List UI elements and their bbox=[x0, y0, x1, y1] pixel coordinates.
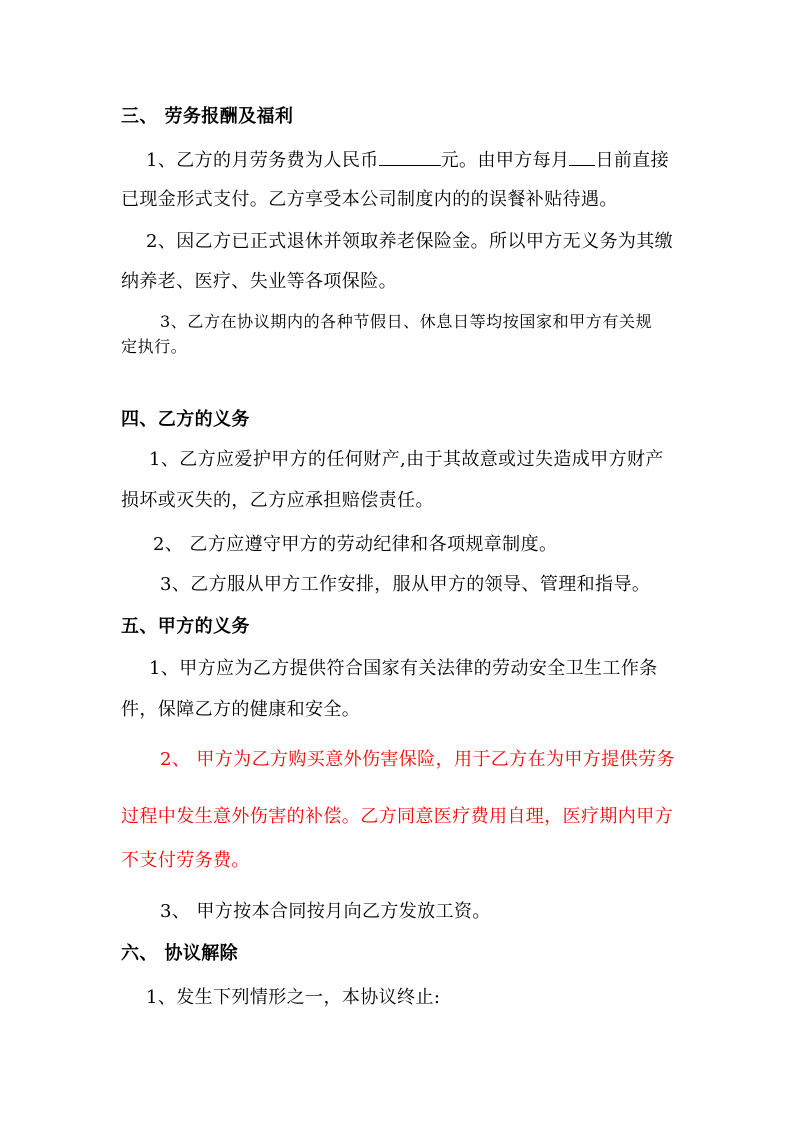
section-5-item-1-line-2: 件，保障乙方的健康和安全。 bbox=[121, 699, 361, 720]
section-6-item-1: 1、发生下列情形之一，本协议终止: bbox=[146, 987, 441, 1008]
section-3-item-2-line-2: 纳养老、医疗、失业等各项保险。 bbox=[121, 271, 397, 292]
amount-blank bbox=[379, 147, 441, 166]
section-3-item-3-line-2: 定执行。 bbox=[121, 337, 188, 356]
item-1-text-a: 1、乙方的月劳务费为人民币 bbox=[146, 150, 379, 171]
item-1-text-c: 日前直接 bbox=[595, 150, 670, 171]
section-6-heading: 六、 协议解除 bbox=[121, 943, 239, 964]
item-1-text-b: 元。由甲方每月 bbox=[440, 150, 570, 171]
section-3-heading: 三、 劳务报酬及福利 bbox=[121, 106, 294, 127]
section-5-item-2-line-2: 过程中发生意外伤害的补偿。乙方同意医疗费用自理，医疗期内甲方 bbox=[121, 806, 673, 827]
section-3-item-1-line-2: 已现金形式支付。乙方享受本公司制度内的的误餐补贴待遇。 bbox=[121, 189, 618, 210]
section-3-item-2-line-1: 2、因乙方已正式退休并领取养老保险金。所以甲方无义务为其缴 bbox=[146, 231, 674, 252]
section-4-item-1-line-1: 1、乙方应爱护甲方的任何财产,由于其故意或过失造成甲方财产 bbox=[149, 449, 664, 470]
section-4-item-2: 2、 乙方应遵守甲方的劳动纪律和各项规章制度。 bbox=[153, 534, 558, 555]
section-4-heading: 四、乙方的义务 bbox=[121, 409, 250, 430]
section-5-heading: 五、甲方的义务 bbox=[121, 616, 250, 637]
section-5-item-3: 3、 甲方按本合同按月向乙方发放工资。 bbox=[160, 901, 491, 922]
section-5-item-2-line-3: 不支付劳务费。 bbox=[121, 850, 250, 871]
day-blank bbox=[569, 147, 595, 166]
section-3-item-3-line-1: 3、乙方在协议期内的各种节假日、休息日等均按国家和甲方有关规 bbox=[160, 312, 653, 331]
section-4-item-1-line-2: 损坏或灭失的，乙方应承担赔偿责任。 bbox=[121, 490, 434, 511]
section-5-item-2-line-1: 2、 甲方为乙方购买意外伤害保险，用于乙方在为甲方提供劳务 bbox=[160, 749, 675, 770]
section-3-item-1-line-1 bbox=[146, 147, 669, 173]
section-4-item-3: 3、乙方服从甲方工作安排，服从甲方的领导、管理和指导。 bbox=[160, 574, 651, 595]
section-5-item-1-line-1: 1、甲方应为乙方提供符合国家有关法律的劳动安全卫生工作条 bbox=[149, 658, 658, 679]
